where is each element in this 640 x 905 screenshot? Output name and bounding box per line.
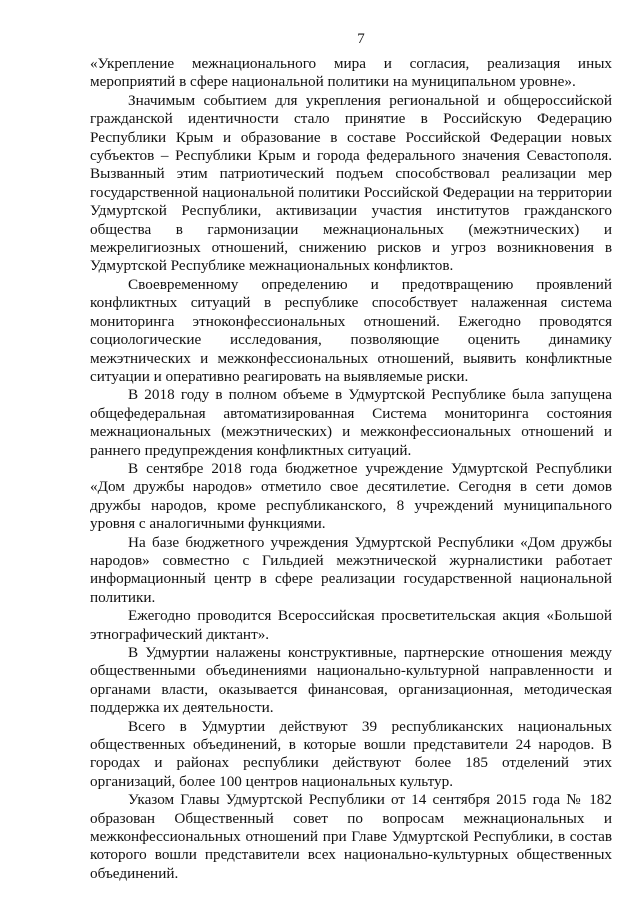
page-number: 7 — [357, 31, 365, 47]
paragraph-5: В сентябре 2018 года бюджетное учреждение Удмуртской Республики «Дом дружбы народов» отметило свое десятилетие. Сегодня в сети домов дружбы народов, кроме республиканского, 8 учреждений муниципального уровня с аналогичными функциями. — [90, 459, 612, 533]
paragraph-1: «Укрепление межнационального мира и согласия, реализация иных мероприятий в сфере национальной политики на муниципальном уровне». — [90, 55, 612, 91]
paragraph-8: В Удмуртии налажены конструктивные, партнерские отношения между общественными объединениями национально-культурной направленности и органами власти, оказывается финансовая, организационная, методическая поддержка их деятельности. — [90, 644, 612, 717]
paragraph-10: Указом Главы Удмуртской Республики от 14 сентября 2015 года № 182 образован Общественный совет по вопросам межнациональных и межконфессиональных отношений при Главе Удмуртской Республики, в состав которого вошли представители всех национально-культурных общественных объединений. — [90, 791, 612, 882]
paragraph-6: На базе бюджетного учреждения Удмуртской Республики «Дом дружбы народов» совместно с Гильдией межэтнической журналистики работает информационный центр в сфере реализации государственной национальной политики. — [90, 533, 612, 606]
paragraph-3: Своевременному определению и предотвращению проявлений конфликтных ситуаций в республике способствует налаженная система мониторинга этноконфессиональных отношений. Ежегодно проводятся социологические исследования, позволяющие оценить динамику межэтнических и межконфессиональных отношений, выявить конфликтные ситуации и оперативно реагировать на выявляемые риски. — [90, 275, 612, 385]
paragraph-9: Всего в Удмуртии действуют 39 республиканских национальных общественных объединений, в которые вошли представители 24 народов. В городах и районах республики действуют более 185 отделений этих организаций, более 100 центров национальных культур. — [90, 717, 612, 790]
paragraph-7: Ежегодно проводится Всероссийская просветительская акция «Большой этнографический диктант». — [90, 607, 612, 643]
paragraph-2: Значимым событием для укрепления региональной и общероссийской гражданской идентичности стало принятие в Российскую Федерацию Республики Крым и образование в составе Российской Федерации новых субъектов – Республики Крым и города федерального значения Севастополя. Вызванный этим патриотический подъем способствовал реализации мер государственной национальной политики Российской Федерации на территории Удмуртской Республики, активизации участия институтов гражданского общества в гармонизации межнациональных (межэтнических) и межрелигиозных отношений, снижению рисков и угроз возникновения в Удмуртской Республике межнациональных конфликтов. — [90, 91, 612, 275]
paragraph-4: В 2018 году в полном объеме в Удмуртской Республике была запущена общефедеральная автоматизированная Система мониторинга состояния межнациональных (межэтнических) и межконфессиональных отношений и раннего предупреждения конфликтных ситуаций. — [90, 386, 612, 459]
